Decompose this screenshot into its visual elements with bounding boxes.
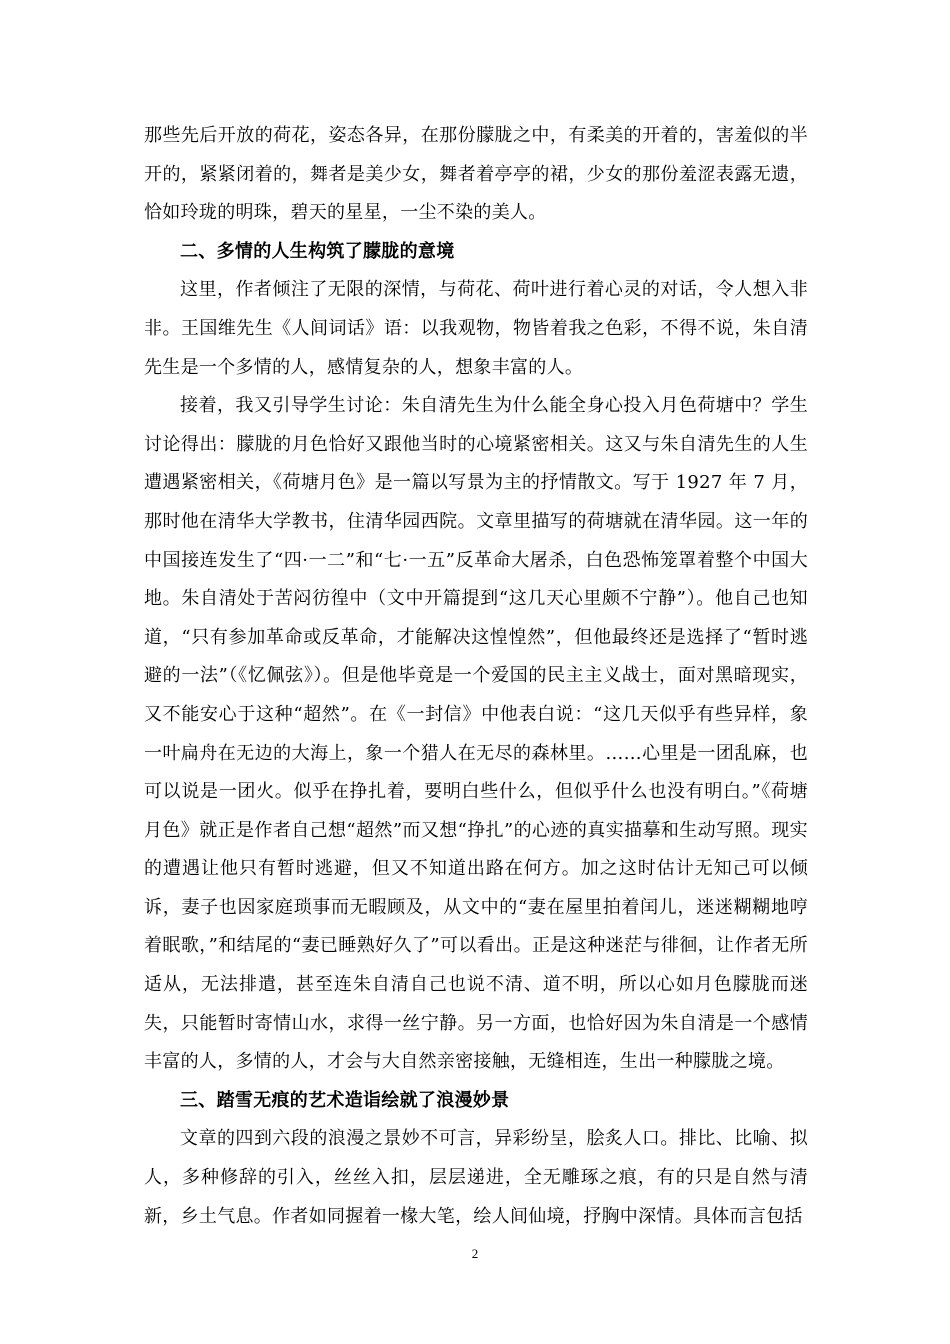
section-heading-2: 二、多情的人生构筑了朦胧的意境 — [180, 240, 455, 262]
document-body — [144, 117, 808, 1236]
page-number: 2 — [471, 1246, 479, 1261]
section-heading-3: 三、踏雪无痕的艺术造诣绘就了浪漫妙景 — [180, 1089, 510, 1111]
paragraph-3: 接着，我又引导学生讨论：朱自清先生为什么能全身心投入月色荷塘中？学生讨论得出：朦胧的月色恰好又跟他当时的心境紧密相关。这又与朱自清先生的人生遭遇紧密相关，《荷塘月色》是一篇以写景为主的抒情散文。写于 1927 年 7 月，那时他在清华大学教书，住清华园西院。文章里描写的荷塘就在清华园。这一年的中国接连发生了“四·一二”和“七·一五”反革命大屠杀，白色恐怖笼罩着整个中国大地。朱自清处于苦闷彷徨中（文中开篇提到“这几天心里颇不宁静”）。他自己也知道，“只有参加革命或反革命，才能解决这惶惶然”，但他最终还是选择了“暂时逃避的一法”（《忆佩弦》）。但是他毕竟是一个爱国的民主主义战士，面对黑暗现实，又不能安心于这种“超然”。在《一封信》中他表白说：“这几天似乎有些异样，象一叶扁舟在无边的大海上，象一个猎人在无尽的森林里。……心里是一团乱麻，也可以说是一团火。似乎在挣扎着，要明白些什么，但似乎什么也没有明白。”《荷塘月色》就正是作者自己想“超然”而又想“挣扎”的心迹的真实描摹和生动写照。现实的遭遇让他只有暂时逃避，但又不知道出路在何方。加之这时估计无知己可以倾诉，妻子也因家庭琐事而无暇顾及，从文中的“妻在屋里拍着闰儿，迷迷糊糊地哼着眠歌，”和结尾的“妻已睡熟好久了”可以看出。正是这种迷茫与徘徊，让作者无所适从，无法排遣，甚至连朱自清自己也说不清、道不明，所以心如月色朦胧而迷失，只能暂时寄情山水，求得一丝宁静。另一方面，也恰好因为朱自清是一个感情丰富的人，多情的人，才会与大自然亲密接触，无缝相连，生出一种朦胧之境。 — [144, 395, 808, 1073]
paragraph-4: 文章的四到六段的浪漫之景妙不可言，异彩纷呈，脍炙人口。排比、比喻、拟人，多种修辞的引入，丝丝入扣，层层递进，全无雕琢之痕，有的只是自然与清新，乡土气息。作者如同握着一椽大笔，绘人间仙境，抒胸中深情。具体而言包括 — [144, 1128, 808, 1227]
paragraph-2: 这里，作者倾注了无限的深情，与荷花、荷叶进行着心灵的对话，令人想入非非。王国维先生《人间词话》语：以我观物，物皆着我之色彩，不得不说，朱自清先生是一个多情的人，感情复杂的人，想象丰富的人。 — [144, 279, 808, 378]
paragraph-1: 那些先后开放的荷花，姿态各异，在那份朦胧之中，有柔美的开着的，害羞似的半开的，紧紧闭着的，舞者是美少女，舞者着亭亭的裙，少女的那份羞涩表露无遗，恰如玲珑的明珠，碧天的星星，一尘不染的美人。 — [144, 125, 808, 224]
